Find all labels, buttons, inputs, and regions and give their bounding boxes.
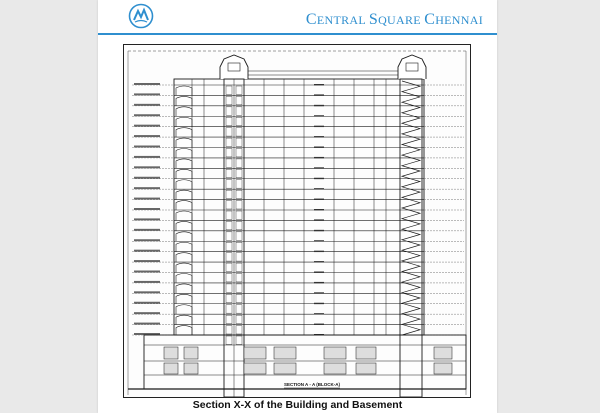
tower-outline (174, 79, 424, 335)
section-drawing (123, 44, 471, 398)
logo-icon (128, 3, 154, 29)
basement-block (244, 347, 266, 359)
level-marker (134, 271, 160, 273)
balcony-arch (176, 96, 192, 105)
basement-block (434, 363, 452, 374)
balcony-arch (176, 201, 192, 210)
level-marker (134, 281, 160, 283)
level-marker (134, 166, 160, 168)
balcony-arch (176, 294, 192, 303)
basement-block (184, 363, 198, 374)
balcony-arch (176, 138, 192, 147)
level-marker (134, 260, 160, 262)
header-rule (98, 33, 497, 35)
level-marker (134, 83, 160, 85)
balcony-arch (176, 242, 192, 251)
balcony-arch (176, 253, 192, 262)
level-marker (134, 323, 160, 325)
basement-block (356, 347, 376, 359)
section-label: SECTION A - A (BLOCK-A) (283, 382, 341, 387)
document-page (98, 0, 497, 413)
level-marker (134, 208, 160, 210)
balcony-arch (176, 149, 192, 158)
balcony-arch (176, 86, 192, 95)
level-marker (134, 146, 160, 148)
basement-block (164, 347, 178, 359)
level-marker (134, 93, 160, 95)
building-section-svg (124, 45, 470, 397)
balcony-arch (176, 284, 192, 293)
right-crown (398, 55, 426, 79)
basement-block (356, 363, 376, 374)
left-crown (220, 55, 248, 79)
basement-block (274, 363, 296, 374)
level-marker (134, 156, 160, 158)
brand-title: CENTRAL SQUARE CHENNAI (305, 11, 483, 28)
balcony-arch (176, 221, 192, 230)
balcony-arch (176, 305, 192, 314)
balcony-arch (176, 169, 192, 178)
level-marker (134, 250, 160, 252)
level-marker (134, 187, 160, 189)
balcony-arch (176, 159, 192, 168)
level-marker (134, 239, 160, 241)
level-marker (134, 229, 160, 231)
basement-block (274, 347, 296, 359)
basement-block (324, 363, 346, 374)
basement-block (164, 363, 178, 374)
basement-block (244, 363, 266, 374)
balcony-arch (176, 117, 192, 126)
balcony-arch (176, 232, 192, 241)
level-marker (134, 218, 160, 220)
podium (144, 335, 466, 389)
level-marker (134, 104, 160, 106)
basement-block (184, 347, 198, 359)
level-marker (134, 114, 160, 116)
balcony-arch (176, 326, 192, 335)
basement-block (324, 347, 346, 359)
level-marker (134, 291, 160, 293)
balcony-arch (176, 128, 192, 137)
balcony-arch (176, 263, 192, 272)
level-marker (134, 302, 160, 304)
balcony-arch (176, 180, 192, 189)
level-marker (134, 177, 160, 179)
level-marker (134, 312, 160, 314)
balcony-arch (176, 274, 192, 283)
basement-block (434, 347, 452, 359)
balcony-arch (176, 190, 192, 199)
level-marker (134, 198, 160, 200)
balcony-arch (176, 315, 192, 324)
level-marker (134, 135, 160, 137)
figure-caption: Section X-X of the Building and Basement (192, 399, 403, 411)
balcony-arch (176, 211, 192, 220)
level-marker (134, 125, 160, 127)
balcony-arch (176, 107, 192, 116)
